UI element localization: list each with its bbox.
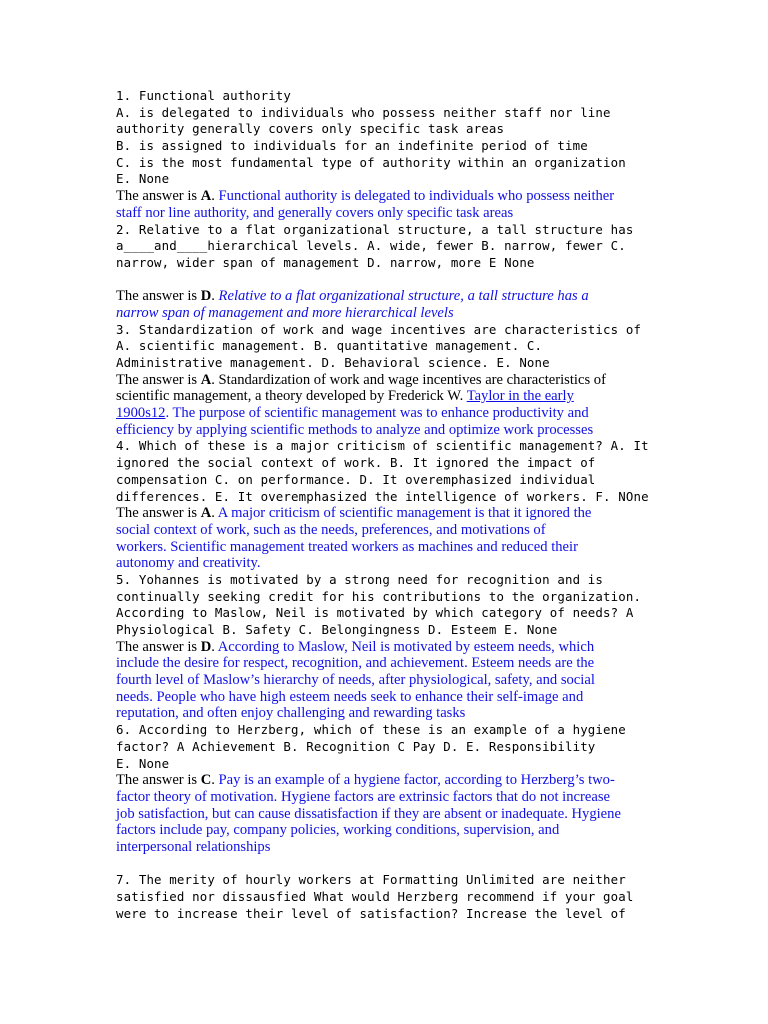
answer-text: According to Maslow, Neil is motivated by esteem needs, which xyxy=(214,638,595,655)
answer-text: factors include pay, company policies, working conditions, supervision, and xyxy=(116,822,560,839)
question-line: Physiological B. Safety C. Belongingness D. Esteem E. None xyxy=(116,622,558,637)
answer-prefix: The answer is xyxy=(116,772,201,789)
question-line: A. is delegated to individuals who possess neither staff nor line xyxy=(116,104,611,120)
question-line: C. is the most fundamental type of authority within an organization xyxy=(116,154,626,170)
answer-dot: . xyxy=(211,772,215,789)
answer-letter: C xyxy=(200,772,212,789)
question-line: were to increase their level of satisfaction? Increase the level of xyxy=(116,905,626,921)
question-line: E. None xyxy=(116,755,170,771)
answer-text: efficiency by applying scientific methods to analyze and optimize work processes xyxy=(116,421,594,438)
question-line: 1. Functional authority xyxy=(116,88,292,103)
question-4 xyxy=(116,438,656,505)
blank-line xyxy=(116,272,656,289)
answer-1 xyxy=(116,188,656,221)
reference-link[interactable]: Taylor in the early xyxy=(466,388,574,405)
question-line: authority generally covers only specific task areas xyxy=(116,121,505,137)
answer-text: include the desire for respect, recognition, and achievement. Esteem needs are the xyxy=(116,655,595,672)
question-line: differences. E. It overemphasized the intelligence of workers. F. NOne xyxy=(116,488,649,504)
answer-2 xyxy=(116,288,656,321)
question-line: A. scientific management. B. quantitative management. C. xyxy=(116,338,543,354)
question-line: continually seeking credit for his contributions to the organization. xyxy=(116,588,642,604)
answer-text: factor theory of motivation. Hygiene factors are extrinsic factors that do not increase xyxy=(116,788,610,805)
answer-dot: . xyxy=(211,288,215,305)
question-line: compensation C. on performance. D. It overemphasized individual xyxy=(116,471,596,487)
question-line: a____and____hierarchical levels. A. wide, fewer B. narrow, fewer C. xyxy=(116,238,626,254)
question-line: 4. Which of these is a major criticism of scientific management? A. It xyxy=(116,438,649,454)
question-line: B. is assigned to individuals for an indefinite period of time xyxy=(116,138,588,154)
question-3 xyxy=(116,322,656,372)
answer-text: needs. People who have high esteem needs seek to enhance their self-image and xyxy=(116,688,584,705)
answer-text: A major criticism of scientific management is that it ignored the xyxy=(214,505,592,522)
answer-text: interpersonal relationships xyxy=(116,838,271,855)
answer-text: . Standardization of work and wage incentives are characteristics of xyxy=(211,371,606,388)
answer-dot: . xyxy=(211,188,215,205)
blank-line xyxy=(116,856,656,873)
answer-text: Pay is an example of a hygiene factor, according to Herzberg’s two- xyxy=(214,772,615,789)
answer-text: Functional authority is delegated to individuals who possess neither xyxy=(214,188,615,205)
question-1 xyxy=(116,88,656,188)
answer-4 xyxy=(116,505,656,572)
question-line: 6. According to Herzberg, which of these is an example of a hygiene xyxy=(116,722,626,738)
reference-link[interactable]: 1900s12 xyxy=(116,405,166,422)
answer-prefix: The answer is xyxy=(116,638,201,655)
answer-letter: A xyxy=(200,505,212,522)
answer-text: job satisfaction, but can cause dissatisfaction if they are absent or inadequate. Hygiene xyxy=(116,805,621,822)
answer-text: fourth level of Maslow’s hierarchy of needs, after physiological, safety, and social xyxy=(116,672,595,689)
question-line: 3. Standardization of work and wage incentives are characteristics of xyxy=(116,321,642,337)
answer-text: reputation, and often enjoy challenging and rewarding tasks xyxy=(116,705,466,722)
question-line: narrow, wider span of management D. narrow, more E None xyxy=(116,254,535,270)
question-7 xyxy=(116,872,656,922)
answer-text: workers. Scientific management treated workers as machines and reduced their xyxy=(116,538,578,555)
question-5 xyxy=(116,572,656,639)
question-line: 2. Relative to a flat organizational structure, a tall structure has xyxy=(116,221,634,237)
answer-text: autonomy and creativity. xyxy=(116,555,261,572)
answer-text: Relative to a flat organizational structure, a tall structure has a xyxy=(214,288,589,305)
answer-text: staff nor line authority, and generally covers only specific task areas xyxy=(116,204,514,221)
answer-3 xyxy=(116,372,656,439)
question-line: According to Maslow, Neil is motivated by which category of needs? A xyxy=(116,605,634,621)
question-line: satisfied nor dissausfied What would Herzberg recommend if your goal xyxy=(116,889,634,904)
answer-letter: A xyxy=(200,188,212,205)
answer-text: scientific management, a theory developed by Frederick W. xyxy=(116,388,467,405)
answer-letter: A xyxy=(200,371,212,388)
question-line: ignored the social context of work. B. It ignored the impact of xyxy=(116,455,596,471)
question-line: Administrative management. D. Behavioral science. E. None xyxy=(116,355,550,370)
answer-prefix: The answer is xyxy=(116,505,201,522)
document-page xyxy=(116,88,656,922)
answer-letter: D xyxy=(200,638,212,655)
answer-text: social context of work, such as the needs, preferences, and motivations of xyxy=(116,521,546,538)
answer-prefix: The answer is xyxy=(116,188,201,205)
question-2 xyxy=(116,222,656,272)
answer-prefix: The answer is xyxy=(116,371,201,388)
question-line: 7. The merity of hourly workers at Formatting Unlimited are neither xyxy=(116,872,626,888)
question-line: E. None xyxy=(116,171,170,187)
question-6 xyxy=(116,722,656,772)
answer-dot: . xyxy=(211,505,215,522)
answer-5 xyxy=(116,639,656,722)
answer-dot: . xyxy=(211,638,215,655)
answer-text: narrow span of management and more hierarchical levels xyxy=(116,304,454,321)
answer-prefix: The answer is xyxy=(116,288,201,305)
question-line: 5. Yohannes is motivated by a strong need for recognition and is xyxy=(116,571,604,587)
question-line: factor? A Achievement B. Recognition C Pay D. E. Responsibility xyxy=(116,738,596,754)
answer-text: . The purpose of scientific management was to enhance productivity and xyxy=(165,405,589,422)
answer-6 xyxy=(116,772,656,855)
answer-letter: D xyxy=(200,288,212,305)
